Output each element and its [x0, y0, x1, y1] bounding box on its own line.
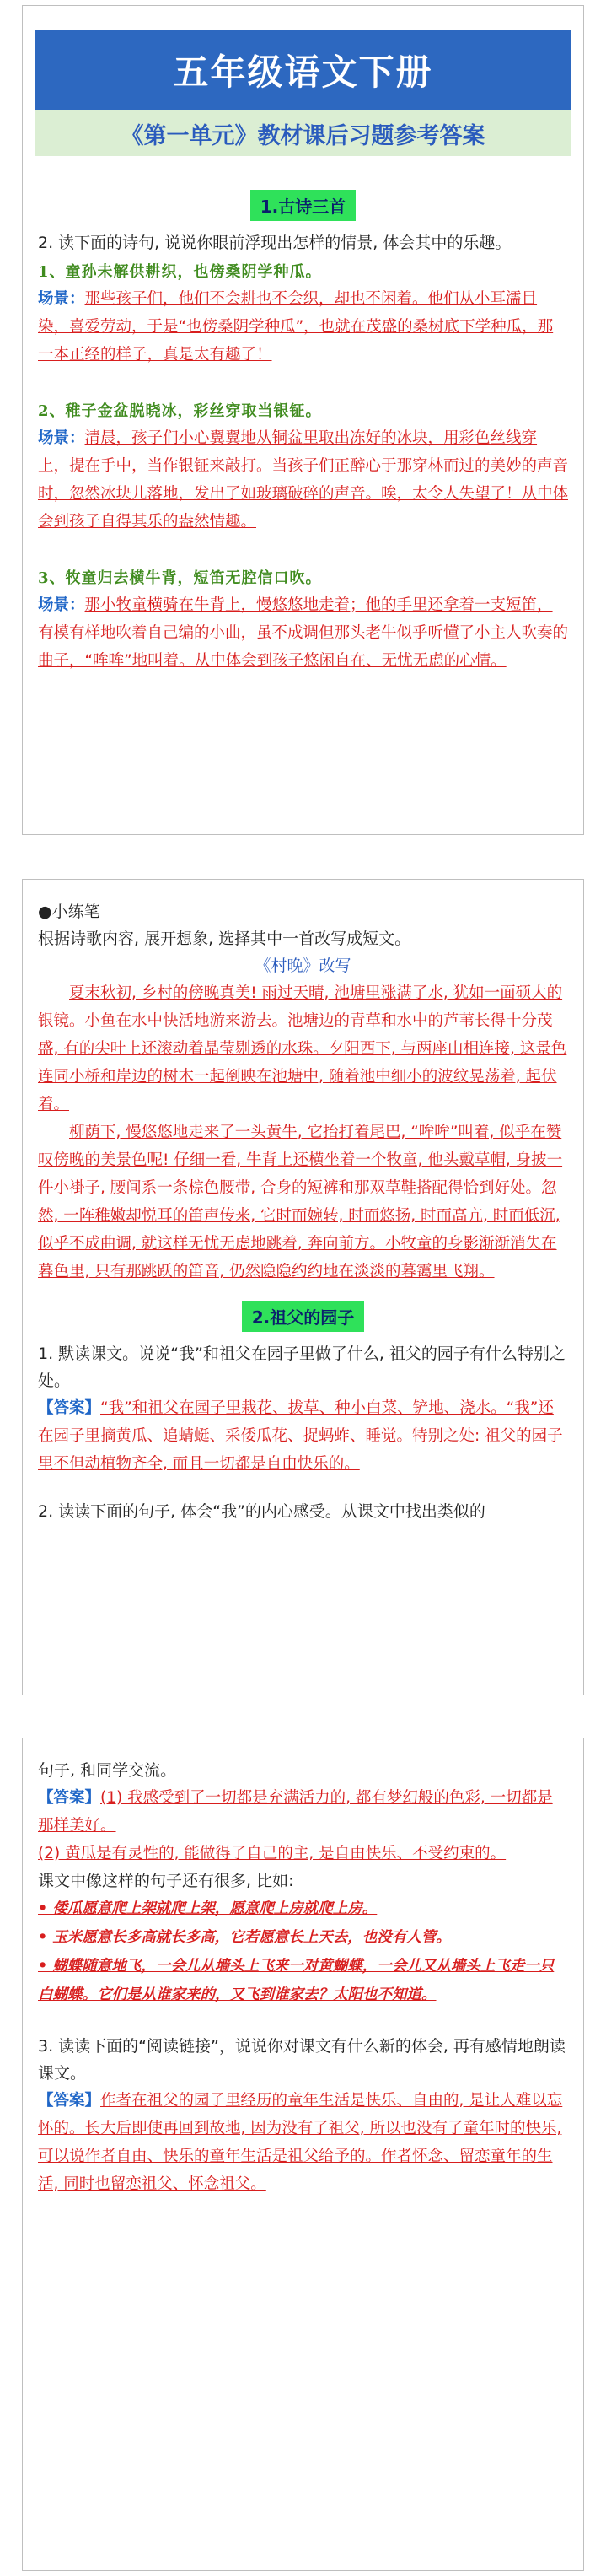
page-subtitle: 《第一单元》教材课后习题参考答案 — [35, 110, 571, 156]
essay-paragraph-1: 夏末秋初, 乡村的傍晚真美! 雨过天晴, 池塘里涨满了水, 犹如一面硕大的银镜。小鱼在水中快活地游来游去。池塘边的青草和水中的芦苇长得十分茂盛, 有的尖叶上还滚动着晶莹剔透的水珠。夕阳西下, 与两座山相连接, 这景色连同小桥和岸边的树木一起倒映在池塘中, 随着池中细小的波纹晃荡着, 起伏着。 — [38, 984, 567, 1113]
answer-label: 【答案】 — [38, 1789, 101, 1807]
scene-label: 场景 — [38, 429, 70, 447]
essay-title: 《村晚》改写 — [255, 957, 351, 975]
section-tag-ancient-poems: 1.古诗三首 — [250, 190, 357, 221]
example-sentence-1: • 倭瓜愿意爬上架就爬上架，愿意爬上房就爬上房。 — [38, 1900, 378, 1917]
page-1 — [22, 5, 584, 835]
poem-line-2: 2、稚子金盆脱晓冰，彩丝穿取当银钲。 — [38, 402, 322, 420]
scene-answer-2: 场景：清晨，孩子们小心翼翼地从铜盆里取出冻好的冰块，用彩色丝线穿上，提在手中，当作银钲来敲打。当孩子们正醉心于那穿林而过的美妙的声音时，忽然冰块儿落地，发出了如玻璃破碎的声音。唉，太令人失望了！从中体会到孩子自得其乐的盎然情趣。 — [38, 429, 569, 531]
page-2 — [22, 879, 584, 1695]
answer-2-part-2: (2) 黄瓜是有灵性的, 能做得了自己的主, 是自由快乐、不受约束的。 — [38, 1845, 507, 1862]
scene-text: 那小牧童横骑在牛背上，慢悠悠地走着；他的手里还拿着一支短笛，有模有样地吹着自己编的小曲，虽不成调但那头老牛似乎听懂了小主人吹奏的曲子，“哞哞”地叫着。从中体会到孩子悠闲自在、无忧无虑的心情。 — [38, 596, 569, 670]
page-title: 五年级语文下册 — [35, 30, 571, 110]
scene-label: 场景 — [38, 596, 70, 614]
answer-label: 【答案】 — [38, 2092, 101, 2110]
scene-answer-3: 场景：那小牧童横骑在牛背上，慢悠悠地走着；他的手里还拿着一支短笛，有模有样地吹着自己编的小曲，虽不成调但那头老牛似乎听懂了小主人吹奏的曲子，“哞哞”地叫着。从中体会到孩子悠闲自在、无忧无虑的心情。 — [38, 596, 569, 670]
poem-line-3: 3、牧童归去横牛背，短笛无腔信口吹。 — [38, 569, 322, 587]
question-2-continued: 句子, 和同学交流。 — [38, 1761, 177, 1780]
answer-label: 【答案】 — [38, 1399, 101, 1417]
practice-heading: ●小练笔 — [38, 903, 100, 921]
section-tag-grandfather-garden: 2.祖父的园子 — [242, 1301, 365, 1332]
scene-text: 那些孩子们，他们不会耕也不会织，却也不闲着。他们从小耳濡目染，喜爱劳动，于是“也傍桑阴学种瓜”，也就在茂盛的桑树底下学种瓜，那一本正经的样子，真是太有趣了！ — [38, 290, 554, 364]
answer-1: 【答案】“我”和祖父在园子里栽花、拔草、种小白菜、铲地、浇水。“我”还在园子里摘黄瓜、追蜻蜓、采倭瓜花、捉蚂蚱、睡觉。特别之处: 祖父的园子里不但动植物齐全, 而且一切都是自由快乐的。 — [38, 1399, 563, 1473]
page-3 — [22, 1738, 584, 2571]
question-2-start: 2. 读读下面的句子, 体会“我”的内心感受。从课文中找出类似的 — [38, 1502, 485, 1521]
scene-label: 场景 — [38, 290, 70, 308]
scene-text: 清晨，孩子们小心翼翼地从铜盆里取出冻好的冰块，用彩色丝线穿上，提在手中，当作银钲来敲打。当孩子们正醉心于那穿林而过的美妙的声音时，忽然冰块儿落地，发出了如玻璃破碎的声音。唉，太令人失望了！从中体会到孩子自得其乐的盎然情趣。 — [38, 429, 569, 531]
answer-3: 【答案】作者在祖父的园子里经历的童年生活是快乐、自由的, 是让人难以忘怀的。长大后即使再回到故地, 因为没有了祖父, 所以也没有了童年时的快乐, 可以说作者自由、快乐的童年生活是祖父给予的。作者怀念、留恋童年的生活, 同时也留恋祖父、怀念祖父。 — [38, 2092, 563, 2193]
question-2: 2. 读下面的诗句, 说说你眼前浮现出怎样的情景, 体会其中的乐趣。 — [38, 234, 512, 252]
poem-line-1: 1、童孙未解供耕织，也傍桑阴学种瓜。 — [38, 263, 322, 281]
question-1: 1. 默读课文。说说“我”和祖父在园子里做了什么, 祖父的园子有什么特别之处。 — [38, 1345, 566, 1390]
similar-sentences-intro: 课文中像这样的句子还有很多, 比如: — [38, 1872, 294, 1890]
example-sentence-3: • 蝴蝶随意地飞，一会儿从墙头上飞来一对黄蝴蝶，一会儿又从墙头上飞走一只白蝴蝶。它们是从谁家来的，又飞到谁家去？太阳也不知道。 — [38, 1958, 555, 2003]
scene-answer-1: 场景：那些孩子们，他们不会耕也不会织，却也不闲着。他们从小耳濡目染，喜爱劳动，于是“也傍桑阴学种瓜”，也就在茂盛的桑树底下学种瓜，那一本正经的样子，真是太有趣了！ — [38, 290, 554, 364]
essay-paragraph-2: 柳荫下, 慢悠悠地走来了一头黄牛, 它抬打着尾巴, “哞哞”叫着, 似乎在赞叹傍晚的美景色呢! 仔细一看, 牛背上还横坐着一个牧童, 他头戴草帽, 身披一件小褂子, 腰间系一条棕色腰带, 合身的短裤和那双草鞋搭配得恰到好处。忽然, 一阵稚嫩却悦耳的笛声传来, 它时而婉转, 时而悠扬, 时而高亢, 时而低沉, 似乎不成曲调, 就这样无忧无虑地跳着, 奔向前方。小牧童的身影渐渐消失在暮色里, 只有那跳跃的笛音, 仍然隐隐约约地在淡淡的暮霭里飞翔。 — [38, 1124, 563, 1280]
example-sentence-2: • 玉米愿意长多高就长多高，它若愿意长上天去，也没有人管。 — [38, 1929, 451, 1946]
question-3: 3. 读读下面的“阅读链接”，说说你对课文有什么新的体会, 再有感情地朗读课文。 — [38, 2037, 566, 2083]
answer-2-part-1: 【答案】(1) 我感受到了一切都是充满活力的, 都有梦幻般的色彩, 一切都是那样美好。 — [38, 1789, 553, 1835]
practice-instruction: 根据诗歌内容, 展开想象, 选择其中一首改写成短文。 — [38, 930, 411, 948]
